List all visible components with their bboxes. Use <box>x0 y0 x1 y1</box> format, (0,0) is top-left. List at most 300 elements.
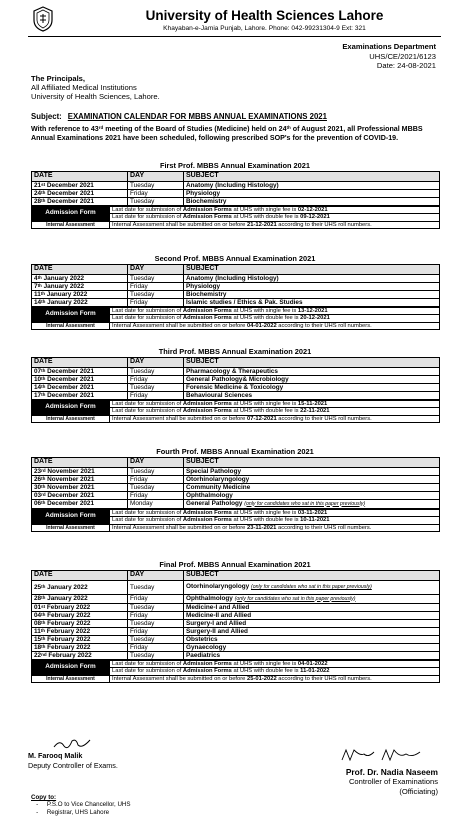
deadline-text: at UHS with single fee is <box>231 660 298 667</box>
assessment-text: according to their UHS roll numbers. <box>276 675 372 682</box>
deadline-text: at UHS with single fee is <box>231 307 298 314</box>
deadline-text: at UHS with double fee is <box>231 517 301 524</box>
table-header-row <box>32 172 440 182</box>
column-header-subject: SUBJECT <box>184 358 440 368</box>
exam-subject <box>184 651 440 659</box>
deadline-text: Last date for submission of <box>112 315 183 322</box>
date-day-number: 23 <box>34 467 42 475</box>
subject-name: General Pathology& Microbiology <box>186 375 289 383</box>
section-title: Second Prof. MBBS Annual Examination 2021 <box>154 254 316 263</box>
table-row <box>32 475 440 483</box>
table-row <box>32 619 440 627</box>
deadline-date: 22-11-2021 <box>300 408 330 415</box>
reference-number: UHS/CE/2021/6123 <box>369 51 436 61</box>
subject-name: Community Medicine <box>186 483 251 491</box>
exam-weekday: Friday <box>128 298 184 306</box>
internal-assessment-label: Internal Assessment <box>32 221 110 229</box>
deadline-bold: Admission Forms <box>182 517 232 524</box>
table-row <box>32 391 440 399</box>
date-day-number: 7 <box>34 282 38 290</box>
column-header-day: DAY <box>128 571 184 581</box>
internal-assessment-label: Internal Assessment <box>32 322 110 330</box>
admission-table <box>31 400 440 424</box>
deadline-text: at UHS with single fee is <box>231 400 298 407</box>
section-title: Fourth Prof. MBBS Annual Examination 2021 <box>156 447 314 456</box>
admission-table <box>31 206 440 230</box>
table-header-row <box>32 571 440 581</box>
assessment-row <box>32 675 440 683</box>
date-ordinal: th <box>41 189 46 195</box>
date-day-number: 06 <box>34 500 42 507</box>
column-header-subject: SUBJECT <box>184 571 440 581</box>
exam-subject <box>184 274 440 282</box>
exam-date <box>32 499 128 508</box>
column-header-date: DATE <box>32 458 128 468</box>
deadline-text: at UHS with double fee is <box>231 214 301 221</box>
date-day-number: 04 <box>34 611 42 619</box>
date-day-number: 10 <box>34 375 42 383</box>
handwritten-signature-icon <box>338 746 428 764</box>
deadline-date: 09-12-2021 <box>300 214 330 221</box>
admission-row <box>32 509 440 517</box>
signatory-name: Prof. Dr. Nadia Naseem <box>345 767 438 777</box>
admission-table <box>31 660 440 684</box>
deadline-text: Last date for submission of <box>112 400 183 407</box>
exam-date <box>32 391 128 399</box>
exam-subject <box>184 635 440 643</box>
deadline-bold: Admission Forms <box>182 307 232 314</box>
copy-to-item: - Registrar, UHS Lahore <box>31 808 110 816</box>
table-row <box>32 290 440 298</box>
subject-name: Paediatrics <box>186 651 221 659</box>
signature-right <box>346 768 438 796</box>
admission-deadline-single <box>110 400 440 408</box>
subject-name: Islamic studies / Ethics & Pak. Studies <box>186 298 303 306</box>
table-row <box>32 197 440 205</box>
exam-date <box>32 181 128 189</box>
deadline-bold: Admission Forms <box>182 206 232 213</box>
assessment-row <box>32 415 440 423</box>
subject-note: (only for candidates who sat in this paper previously) <box>234 595 356 602</box>
header-divider <box>28 36 441 37</box>
exam-subject <box>184 290 440 298</box>
date-month-year: December 2021 <box>45 383 95 391</box>
exam-weekday: Friday <box>128 491 184 499</box>
column-header-subject: SUBJECT <box>184 172 440 182</box>
date-day-number: 24 <box>34 189 42 197</box>
exam-subject <box>184 475 440 483</box>
deadline-date: 03-11-2021 <box>297 509 328 516</box>
exam-subject <box>184 619 440 627</box>
deadline-text: Last date for submission of <box>112 509 183 516</box>
admission-row <box>32 400 440 408</box>
exam-section <box>31 347 439 423</box>
deadline-bold: Admission Forms <box>182 214 232 221</box>
signatory-title: Deputy Controller of Exams. <box>28 760 118 770</box>
date-ordinal: rd <box>41 467 46 473</box>
deadline-text: at UHS with single fee is <box>231 206 298 213</box>
table-row <box>32 467 440 475</box>
exam-subject <box>184 383 440 391</box>
assessment-text: Internal Assessment shall be submitted on or before <box>112 524 248 531</box>
subject-name: Behavioural Sciences <box>186 391 253 399</box>
exam-date <box>32 189 128 197</box>
recipient-block <box>31 74 160 102</box>
exam-weekday: Tuesday <box>128 290 184 298</box>
date-day-number: 11 <box>34 290 41 298</box>
date-day-number: 4 <box>34 274 38 282</box>
subject-name: Otorhinolaryngology <box>186 583 250 590</box>
deadline-bold: Admission Forms <box>182 315 232 322</box>
admission-deadline-single <box>110 206 440 214</box>
schedule-table <box>31 457 440 509</box>
admission-table <box>31 307 440 331</box>
date-ordinal: rd <box>41 491 46 497</box>
admission-deadline-single <box>110 307 440 315</box>
table-row <box>32 627 440 635</box>
date-month-year: December 2021 <box>45 367 95 375</box>
assessment-text: Internal Assessment shall be submitted on or before <box>112 322 248 329</box>
date-day-number: 08 <box>34 619 42 627</box>
exam-weekday: Tuesday <box>128 651 184 659</box>
intro-paragraph <box>31 125 439 142</box>
date-day-number: 18 <box>34 643 42 651</box>
subject-name: Biochemistry <box>186 197 227 205</box>
copy-to-block <box>31 794 131 816</box>
letter-date: Date: 24-08-2021 <box>376 61 436 71</box>
date-day-number: 07 <box>34 367 42 375</box>
date-day-number: 11 <box>34 627 41 635</box>
copy-to-label: Copy to: <box>31 794 57 801</box>
exam-section <box>31 560 439 683</box>
date-ordinal: th <box>41 500 46 505</box>
date-ordinal: th <box>41 611 46 617</box>
exam-weekday: Tuesday <box>128 383 184 391</box>
admission-row <box>32 660 440 668</box>
schedule-table <box>31 171 440 206</box>
date-day-number: 14 <box>34 298 42 306</box>
exam-weekday: Friday <box>128 475 184 483</box>
exam-subject <box>184 298 440 306</box>
subject-name: Ophthalmology <box>186 594 233 602</box>
university-name: University of Health Sciences Lahore <box>145 8 384 23</box>
date-month-year: January 2022 <box>45 290 88 298</box>
schedule-table <box>31 357 440 400</box>
exam-date <box>32 467 128 475</box>
date-day-number: 28 <box>34 595 42 602</box>
table-row <box>32 282 440 290</box>
deadline-text: Last date for submission of <box>112 668 183 675</box>
subject-name: Pharmacology & Therapeutics <box>186 367 278 375</box>
date-ordinal: th <box>41 475 46 481</box>
exam-subject <box>184 580 440 594</box>
exam-weekday: Monday <box>128 499 184 508</box>
exam-date <box>32 367 128 375</box>
deadline-bold: Admission Forms <box>182 660 232 667</box>
section-title: First Prof. MBBS Annual Examination 2021 <box>159 161 311 170</box>
exam-date <box>32 594 128 603</box>
assessment-date: 21-12-2021 <box>247 221 277 228</box>
assessment-row <box>32 322 440 330</box>
exam-weekday: Tuesday <box>128 274 184 282</box>
internal-assessment-label: Internal Assessment <box>32 524 110 532</box>
date-month-year: December 2021 <box>45 375 95 383</box>
exam-date <box>32 475 128 483</box>
exam-weekday: Tuesday <box>128 483 184 491</box>
table-header-row <box>32 458 440 468</box>
deadline-date: 10-11-2021 <box>300 517 330 524</box>
exam-weekday: Friday <box>128 282 184 290</box>
recipient-line: University of Health Sciences, Lahore. <box>31 92 160 102</box>
deadline-bold: Admission Forms <box>182 400 232 407</box>
signature-left <box>28 751 118 770</box>
exam-date <box>32 627 128 635</box>
para-text: meeting of the Board of Studies (Medicine) held on 24 <box>103 125 287 133</box>
table-row <box>32 491 440 499</box>
recipient-line: The Principals, <box>31 74 86 83</box>
column-header-day: DAY <box>128 358 184 368</box>
university-address: Khayaban-e-Jamia Punjab, Lahore. Phone: 042-99231304-9 Ext: 321 <box>163 25 366 32</box>
date-ordinal: st <box>41 181 46 187</box>
reference-block <box>342 42 436 71</box>
copy-to-item: - P.S.O to Vice Chancellor, UHS <box>31 801 131 809</box>
subject-name: Anatomy (Including Histology) <box>186 274 279 282</box>
table-row <box>32 594 440 603</box>
date-day-number: 30 <box>34 483 42 491</box>
assessment-text: according to their UHS roll numbers. <box>276 415 372 422</box>
admission-deadline-double <box>110 214 440 222</box>
date-ordinal: st <box>41 603 46 609</box>
table-row <box>32 635 440 643</box>
deadline-text: Last date for submission of <box>112 517 183 524</box>
para-text: of August 2021, all Professional MBBS Annual Examinations 2021 have been scheduled, following prescribed SOP's for the prevention of COVID-19. <box>31 125 423 142</box>
exam-subject <box>184 483 440 491</box>
date-day-number: 22 <box>34 651 42 659</box>
copy-to-text: Registrar, UHS Lahore <box>46 808 110 816</box>
date-day-number: 03 <box>34 491 42 499</box>
exam-section <box>31 161 439 229</box>
date-day-number: 14 <box>34 383 42 391</box>
exam-subject <box>184 189 440 197</box>
assessment-deadline <box>110 415 440 423</box>
date-month-year: December 2021 <box>45 391 95 399</box>
date-day-number: 21 <box>34 181 42 189</box>
exam-subject <box>184 643 440 651</box>
subject-name: Biochemistry <box>186 290 227 298</box>
department: Examinations Department <box>342 42 436 51</box>
date-ordinal: th <box>41 635 46 641</box>
column-header-day: DAY <box>128 172 184 182</box>
deadline-bold: Admission Forms <box>182 408 232 415</box>
assessment-text: Internal Assessment shall be submitted on or before <box>112 415 248 422</box>
date-month-year: November 2021 <box>45 483 95 491</box>
exam-weekday: Tuesday <box>128 467 184 475</box>
table-row <box>32 375 440 383</box>
assessment-date: 04-01-2022 <box>247 322 277 329</box>
para-sup: rd <box>98 125 104 130</box>
table-row <box>32 603 440 611</box>
subject-note: (only for candidates who sat in this paper previously) <box>244 500 366 507</box>
subject-line <box>31 112 327 121</box>
assessment-row <box>32 524 440 532</box>
date-month-year: January 2022 <box>45 595 88 602</box>
assessment-text: Internal Assessment shall be submitted on or before <box>112 221 248 228</box>
exam-subject <box>184 603 440 611</box>
subject-name: Gynaecology <box>186 643 227 651</box>
exam-date <box>32 635 128 643</box>
admission-deadline-double <box>110 408 440 416</box>
deadline-text: Last date for submission of <box>112 206 183 213</box>
table-row <box>32 483 440 491</box>
exam-date <box>32 383 128 391</box>
exam-weekday: Tuesday <box>128 181 184 189</box>
exam-date <box>32 580 128 594</box>
admission-form-label: Admission Form <box>32 400 110 415</box>
date-ordinal: th <box>41 367 46 373</box>
letterhead <box>0 0 469 40</box>
deadline-date: 20-12-2021 <box>300 315 330 322</box>
exam-weekday: Friday <box>128 594 184 603</box>
exam-weekday: Friday <box>128 643 184 651</box>
exam-weekday: Tuesday <box>128 635 184 643</box>
deadline-date: 11-01-2022 <box>300 668 330 675</box>
exam-date <box>32 603 128 611</box>
assessment-text: according to their UHS roll numbers. <box>276 322 372 329</box>
assessment-date: 25-01-2022 <box>247 675 277 682</box>
column-header-date: DATE <box>32 172 128 182</box>
deadline-date: 15-11-2021 <box>297 400 328 407</box>
admission-form-label: Admission Form <box>32 509 110 524</box>
deadline-bold: Admission Forms <box>182 668 232 675</box>
date-month-year: November 2021 <box>45 467 95 475</box>
subject-name: Medicine-I and Allied <box>186 603 250 611</box>
admission-deadline-double <box>110 517 440 525</box>
exam-date <box>32 375 128 383</box>
table-row <box>32 611 440 619</box>
table-row <box>32 367 440 375</box>
subject-name: Physiology <box>186 282 221 290</box>
date-ordinal: th <box>41 583 46 589</box>
assessment-deadline <box>110 524 440 532</box>
subject-name: Surgery-II and Allied <box>186 627 248 635</box>
subject-name: Obstetrics <box>186 635 218 643</box>
exam-section <box>31 447 439 532</box>
date-day-number: 15 <box>34 635 42 643</box>
signatory-subtitle: (Officiating) <box>399 786 438 796</box>
date-ordinal: th <box>41 595 46 600</box>
column-header-date: DATE <box>32 358 128 368</box>
table-row <box>32 274 440 282</box>
assessment-deadline <box>110 322 440 330</box>
admission-table <box>31 509 440 533</box>
exam-weekday: Tuesday <box>128 619 184 627</box>
date-month-year: December 2021 <box>45 500 95 507</box>
date-month-year: January 2022 <box>45 583 88 591</box>
date-month-year: January 2022 <box>41 282 85 290</box>
subject-label: Subject: <box>31 112 62 121</box>
assessment-text: according to their UHS roll numbers. <box>276 221 372 228</box>
exam-weekday: Tuesday <box>128 603 184 611</box>
subject-note: (only for candidates who sat in this paper previously) <box>250 584 372 590</box>
admission-deadline-single <box>110 660 440 668</box>
admission-form-label: Admission Form <box>32 307 110 322</box>
date-month-year: December 2021 <box>45 189 95 197</box>
deadline-text: at UHS with double fee is <box>231 315 301 322</box>
deadline-text: Last date for submission of <box>112 307 183 314</box>
deadline-text: at UHS with double fee is <box>231 668 301 675</box>
deadline-text: at UHS with double fee is <box>231 408 301 415</box>
exam-date <box>32 274 128 282</box>
exam-weekday: Friday <box>128 375 184 383</box>
exam-subject <box>184 282 440 290</box>
exam-weekday: Tuesday <box>128 197 184 205</box>
date-month-year: December 2021 <box>45 197 95 205</box>
schedule-table <box>31 264 440 307</box>
exam-subject <box>184 627 440 635</box>
section-title: Third Prof. MBBS Annual Examination 2021 <box>158 347 312 356</box>
exam-subject <box>184 391 440 399</box>
table-row <box>32 383 440 391</box>
subject-name: Otorhinolaryngology <box>186 475 250 483</box>
deadline-text: at UHS with single fee is <box>231 509 298 516</box>
date-month-year: December 2021 <box>45 491 95 499</box>
date-ordinal: th <box>41 619 46 625</box>
exam-weekday: Friday <box>128 627 184 635</box>
exam-date <box>32 197 128 205</box>
subject-name: General Pathology <box>186 499 243 507</box>
date-month-year: January 2022 <box>41 274 85 282</box>
column-header-date: DATE <box>32 265 128 275</box>
subject-name: Physiology <box>186 189 221 197</box>
date-month-year: February 2022 <box>45 619 91 627</box>
section-title: Final Prof. MBBS Annual Examination 2021 <box>159 560 311 569</box>
exam-weekday: Friday <box>128 611 184 619</box>
table-row <box>32 298 440 306</box>
exam-date <box>32 619 128 627</box>
exam-subject <box>184 467 440 475</box>
admission-form-label: Admission Form <box>32 206 110 221</box>
copy-to-text: P.S.O to Vice Chancellor, UHS <box>46 801 131 809</box>
admission-deadline-double <box>110 315 440 323</box>
date-month-year: February 2022 <box>45 643 91 651</box>
subject-name: Forensic Medicine & Toxicology <box>186 383 284 391</box>
date-ordinal: th <box>40 627 46 633</box>
exam-subject <box>184 181 440 189</box>
date-ordinal: th <box>41 375 46 381</box>
assessment-text: according to their UHS roll numbers. <box>276 524 372 531</box>
para-text: With reference to 43 <box>31 125 99 133</box>
exam-date <box>32 282 128 290</box>
exam-subject <box>184 594 440 603</box>
signatory-title: Controller of Examinations <box>348 777 438 787</box>
exam-subject <box>184 367 440 375</box>
exam-weekday: Friday <box>128 391 184 399</box>
admission-deadline-single <box>110 509 440 517</box>
date-ordinal: nd <box>41 651 47 657</box>
exam-date <box>32 290 128 298</box>
assessment-date: 23-11-2021 <box>247 524 277 531</box>
deadline-bold: Admission Forms <box>182 509 232 516</box>
exam-date <box>32 611 128 619</box>
subject-name: Special Pathology <box>186 467 242 475</box>
subject-name: Medicine-II and Allied <box>186 611 252 619</box>
exam-date <box>32 491 128 499</box>
admission-form-label: Admission Form <box>32 660 110 675</box>
handwritten-signature-icon <box>52 737 92 751</box>
date-ordinal: th <box>37 274 42 280</box>
date-month-year: February 2022 <box>45 603 91 611</box>
date-month-year: February 2022 <box>45 635 91 643</box>
